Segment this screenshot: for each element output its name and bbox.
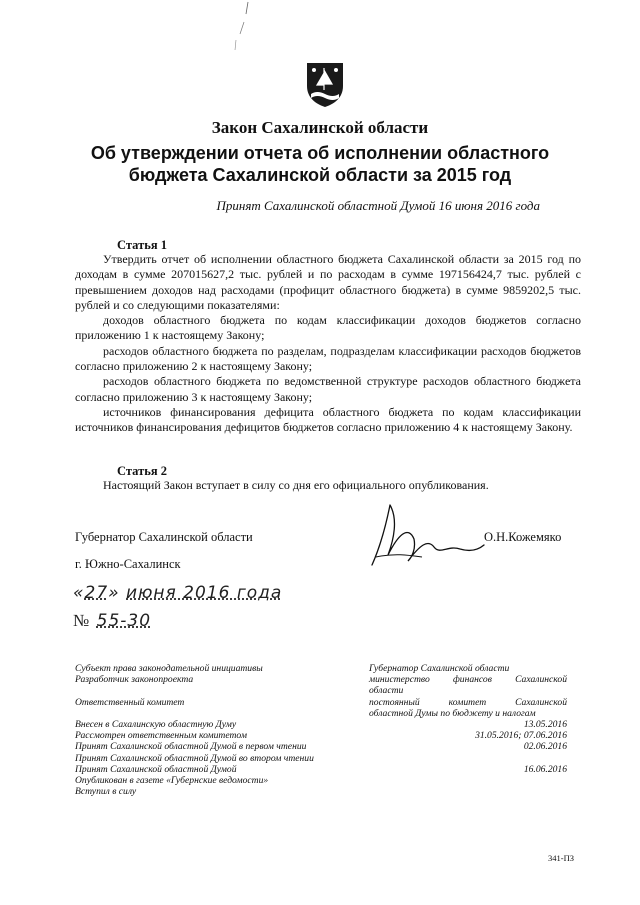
- meta-label: Вступил в силу: [75, 786, 137, 798]
- meta-label: Ответственный комитет: [75, 696, 185, 708]
- document-code: 341-ПЗ: [548, 853, 574, 863]
- article-1-heading: Статья 1: [117, 238, 167, 252]
- number-value: 55-30: [96, 611, 152, 631]
- law-subtitle-line1: Об утверждении отчета об исполнении областного: [90, 143, 550, 163]
- meta-developer: министерство финансов Сахалинской: [369, 674, 567, 686]
- article-1-body: [75, 252, 581, 436]
- date-day: 27: [84, 583, 109, 603]
- meta-initiator: Губернатор Сахалинской области: [369, 663, 510, 674]
- meta-label: [75, 685, 365, 696]
- meta-label: Субъект права законодательной инициативы: [75, 663, 263, 674]
- article-1-paragraph: Утвердить отчет об исполнении областного бюджета Сахалинской области за 2015 год по доходам в сумме 207015627,2 тыс. рублей и по расходам в сумме 197156424,7 тыс. рублей с превышением доходов над расходами (профицит областного бюджета) в сумме 9859202,5 тыс. рублей и со следующими показателями:: [75, 252, 581, 312]
- date-quote-close: »: [108, 583, 120, 603]
- handwritten-signature: [368, 495, 488, 580]
- law-title: Закон Сахалинской области: [211, 118, 429, 137]
- meta-label: Внесен в Сахалинскую областную Думу: [75, 719, 237, 731]
- meta-date: [369, 753, 567, 764]
- adoption-note: Принят Сахалинской областной Думой 16 июня 2016 года: [216, 198, 540, 213]
- legislative-metadata-labels: [75, 663, 365, 797]
- date-month-year: июня 2016 года: [126, 583, 283, 603]
- date-quote-open: «: [73, 583, 85, 603]
- city: г. Южно-Сахалинск: [75, 557, 181, 571]
- article-1-paragraph: расходов областного бюджета по разделам, подразделам классификации расходов бюджетов согласно приложению 2 к настоящему Закону;: [75, 343, 581, 374]
- law-subtitle: [0, 142, 640, 186]
- law-subtitle-line2: бюджета Сахалинской области за 2015 год: [128, 165, 512, 185]
- legislative-metadata-values: [369, 663, 567, 775]
- meta-label: Опубликован в газете «Губернские ведомости»: [75, 775, 269, 787]
- article-1-paragraph: расходов областного бюджета по ведомственной структуре расходов областного бюджета согласно приложению 3 к настоящему Закону;: [75, 374, 581, 404]
- meta-date: 16.06.2016: [523, 763, 567, 775]
- meta-committee: постоянный комитет Сахалинской: [369, 696, 567, 708]
- governor-title: Губернатор Сахалинской области: [75, 530, 253, 544]
- governor-name: О.Н.Кожемяко: [484, 530, 562, 544]
- law-number: [73, 611, 151, 631]
- meta-label: Принят Сахалинской областной Думой: [75, 763, 237, 775]
- meta-label: Принят Сахалинской областной Думой во втором чтении: [75, 752, 314, 764]
- meta-label: Принят Сахалинской областной Думой в первом чтении: [75, 741, 307, 753]
- meta-date: 31.05.2016; 07.06.2016: [475, 730, 567, 742]
- meta-developer-cont: области: [369, 685, 404, 697]
- meta-label: Разработчик законопроекта: [75, 674, 194, 686]
- article-1-paragraph: доходов областного бюджета по кодам классификации доходов бюджетов согласно приложению 1 к настоящему Закону;: [75, 313, 581, 343]
- meta-date: 02.06.2016: [523, 741, 567, 753]
- meta-label: Рассмотрен ответственным комитетом: [75, 730, 247, 742]
- article-1-paragraph: источников финансирования дефицита областного бюджета по кодам классификации источников финансирования дефицитов бюджетов согласно приложению 4 к настоящему Закону.: [75, 404, 581, 435]
- coat-of-arms-icon: [304, 60, 346, 108]
- number-sign: №: [73, 611, 91, 630]
- meta-label: [75, 708, 365, 719]
- meta-committee-cont: областной Думы по бюджету и налогам: [369, 707, 536, 719]
- meta-date: 13.05.2016: [523, 719, 567, 731]
- pen-marks: [220, 0, 260, 60]
- article-2-paragraph: Настоящий Закон вступает в силу со дня его официального опубликования.: [103, 478, 489, 492]
- article-2-body: [75, 478, 581, 493]
- signing-date: [73, 583, 282, 603]
- article-2-heading: Статья 2: [117, 464, 167, 478]
